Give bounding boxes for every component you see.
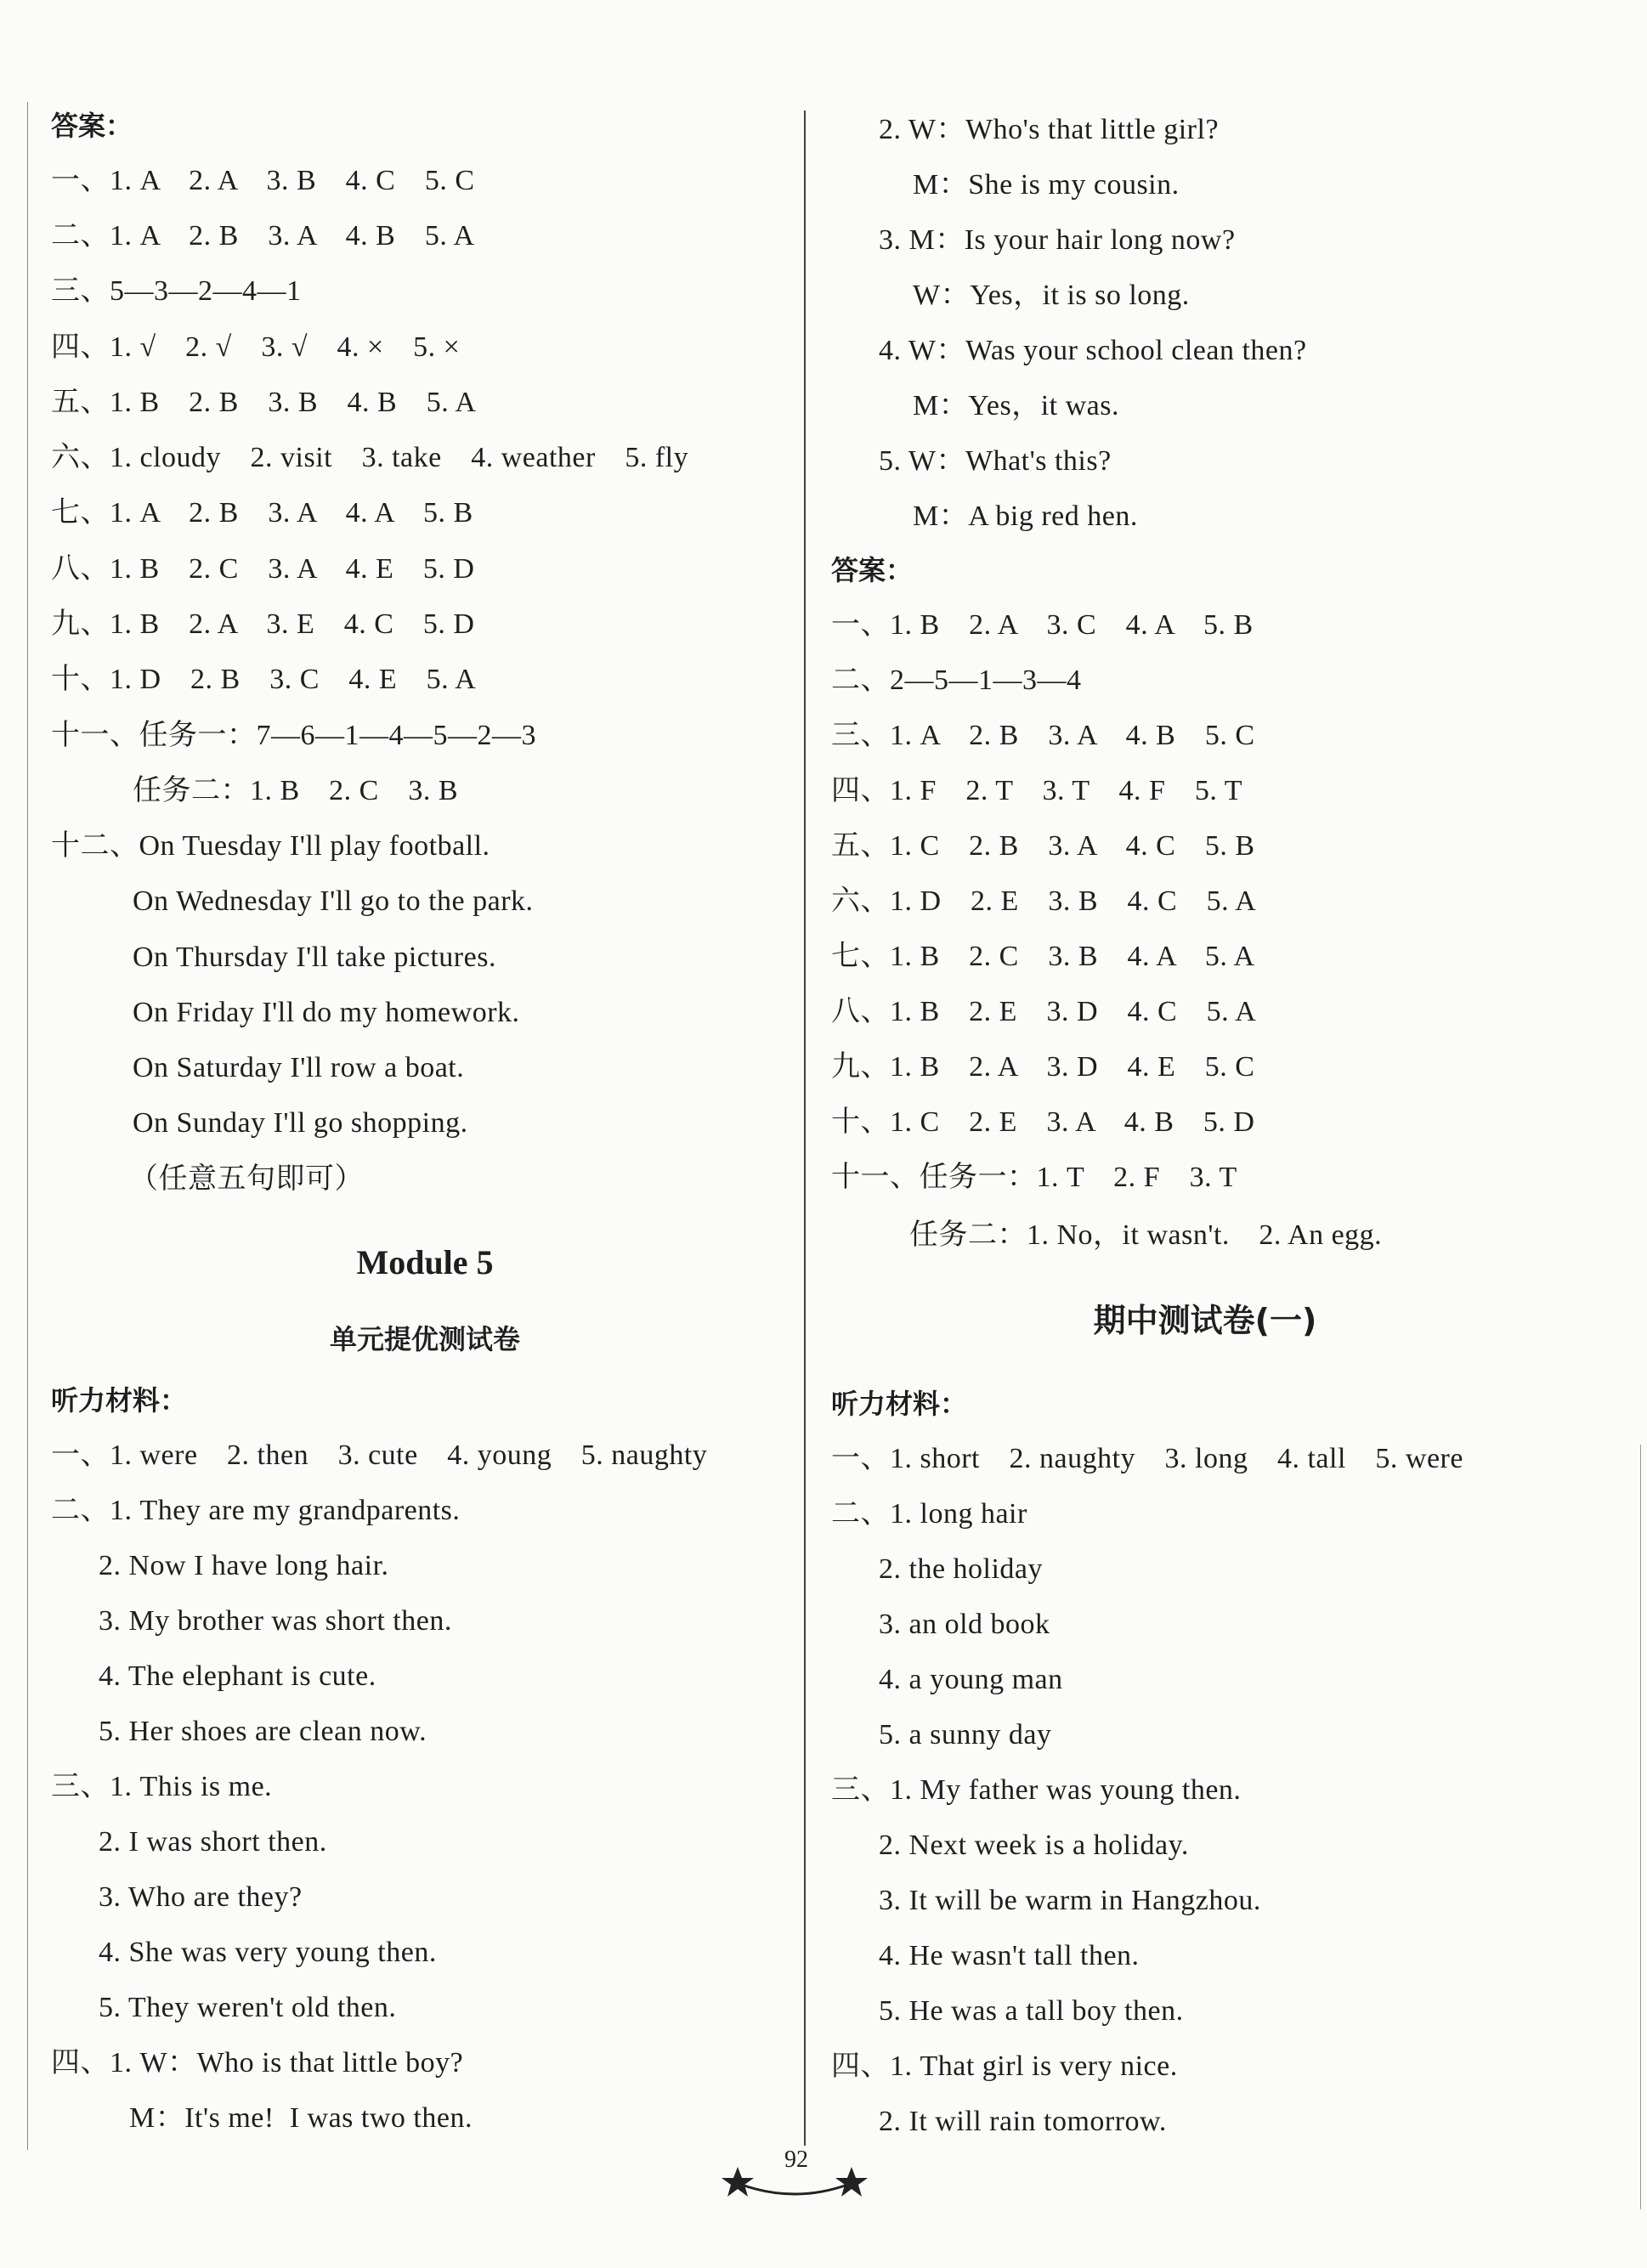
listening-line: 4. a young man <box>879 1664 1063 1695</box>
answer-line: 十、1. D 2. B 3. C 4. E 5. A <box>51 664 477 695</box>
dialog-line: 3. M：Is your hair long now? <box>879 224 1236 256</box>
answer-line: 五、1. B 2. B 3. B 4. B 5. A <box>51 387 477 418</box>
page-number: 92 <box>784 2146 808 2173</box>
answer-line: 三、5—3—2—4—1 <box>51 275 302 307</box>
answer-line: 二、2—5—1—3—4 <box>831 665 1082 696</box>
column-divider <box>804 110 806 2146</box>
answer-line: 十一、任务一：7—6—1—4—5—2—3 <box>51 720 536 751</box>
listening-line: 3. an old book <box>879 1609 1050 1640</box>
listening-line: 3. My brother was short then. <box>99 1605 452 1637</box>
listening-line: 3. Who are they? <box>99 1881 303 1913</box>
answer-line: 四、1. √ 2. √ 3. √ 4. × 5. × <box>51 331 461 363</box>
dialog-line: W：Yes，it is so long. <box>913 280 1190 311</box>
module-title: Module 5 <box>356 1243 494 1281</box>
listening-line: 4. She was very young then. <box>99 1937 437 1968</box>
answer-line: 七、1. A 2. B 3. A 4. A 5. B <box>51 497 473 529</box>
listening-line: 2. Now I have long hair. <box>99 1550 389 1581</box>
answer-line: 十、1. C 2. E 3. A 4. B 5. D <box>831 1106 1255 1138</box>
answer-line: 任务二：1. No，it wasn't. 2. An egg. <box>909 1219 1383 1251</box>
listening-line: 2. It will rain tomorrow. <box>879 2106 1167 2137</box>
listening-line: M：It's me! I was two then. <box>129 2102 473 2134</box>
answer-line: On Thursday I'll take pictures. <box>133 942 496 973</box>
footer-swoosh <box>739 2184 850 2194</box>
answer-line: 七、1. B 2. C 3. B 4. A 5. A <box>831 941 1255 972</box>
answer-line: （任意五句即可） <box>129 1163 364 1195</box>
right-margin-rule <box>1640 1445 1641 2209</box>
answer-line: On Wednesday I'll go to the park. <box>133 885 534 917</box>
listening-heading: 听力材料： <box>831 1388 968 1420</box>
dialog-line: 5. W：What's this? <box>879 445 1112 477</box>
answer-line: On Saturday I'll row a boat. <box>133 1052 465 1083</box>
star-icon <box>722 2167 754 2197</box>
listening-line: 三、1. My father was young then. <box>831 1774 1242 1806</box>
answer-line: On Friday I'll do my homework. <box>133 997 520 1028</box>
answer-line: 九、1. B 2. A 3. E 4. C 5. D <box>51 608 475 640</box>
star-icon <box>835 2167 868 2197</box>
listening-heading: 听力材料： <box>51 1384 188 1417</box>
answer-line: 六、1. D 2. E 3. B 4. C 5. A <box>831 885 1257 917</box>
answer-line: 四、1. F 2. T 3. T 4. F 5. T <box>831 775 1243 806</box>
answer-line: 三、1. A 2. B 3. A 4. B 5. C <box>831 720 1255 751</box>
listening-line: 一、1. short 2. naughty 3. long 4. tall 5. were <box>831 1443 1463 1474</box>
answer-line: On Sunday I'll go shopping. <box>133 1107 468 1139</box>
listening-line: 三、1. This is me. <box>51 1771 273 1802</box>
answer-line: 八、1. B 2. E 3. D 4. C 5. A <box>831 996 1257 1027</box>
listening-line: 2. the holiday <box>879 1553 1044 1585</box>
listening-line: 2. Next week is a holiday. <box>879 1830 1189 1861</box>
listening-line: 四、1. That girl is very nice. <box>831 2050 1178 2082</box>
dialog-line: 2. W：Who's that little girl? <box>879 114 1220 145</box>
listening-line: 一、1. were 2. then 3. cute 4. young 5. naughty <box>51 1439 708 1471</box>
answer-line: 一、1. B 2. A 3. C 4. A 5. B <box>831 609 1254 641</box>
listening-line: 4. He wasn't tall then. <box>879 1940 1140 1971</box>
answer-line: 五、1. C 2. B 3. A 4. C 5. B <box>831 830 1255 862</box>
listening-line: 2. I was short then. <box>99 1826 327 1858</box>
dialog-line: M：Yes，it was. <box>913 390 1119 421</box>
listening-line: 二、1. They are my grandparents. <box>51 1495 461 1526</box>
answer-line: 九、1. B 2. A 3. D 4. E 5. C <box>831 1051 1255 1083</box>
answer-line: 十一、任务一：1. T 2. F 3. T <box>831 1162 1237 1193</box>
listening-line: 四、1. W：Who is that little boy? <box>51 2047 464 2079</box>
answer-line: 六、1. cloudy 2. visit 3. take 4. weather 5. fly <box>51 442 689 473</box>
listening-line: 5. a sunny day <box>879 1719 1052 1750</box>
answer-line: 八、1. B 2. C 3. A 4. E 5. D <box>51 553 475 585</box>
left-margin-rule <box>27 102 28 2150</box>
listening-line: 5. Her shoes are clean now. <box>99 1716 427 1747</box>
listening-line: 4. The elephant is cute. <box>99 1660 376 1692</box>
dialog-line: M：She is my cousin. <box>913 169 1180 201</box>
listening-line: 5. He was a tall boy then. <box>879 1995 1184 2027</box>
answer-line: 任务二：1. B 2. C 3. B <box>133 775 459 806</box>
listening-line: 二、1. long hair <box>831 1498 1027 1530</box>
answer-line: 十二、On Tuesday I'll play football. <box>51 830 490 862</box>
listening-line: 5. They weren't old then. <box>99 1992 397 2023</box>
dialog-line: 4. W：Was your school clean then? <box>879 335 1307 366</box>
dialog-line: M：A big red hen. <box>913 501 1138 532</box>
answer-line: 一、1. A 2. A 3. B 4. C 5. C <box>51 165 475 196</box>
answer-line: 二、1. A 2. B 3. A 4. B 5. A <box>51 220 475 252</box>
answers-heading: 答案： <box>51 110 133 142</box>
section-title: 单元提优测试卷 <box>329 1323 520 1355</box>
listening-line: 3. It will be warm in Hangzhou. <box>879 1885 1261 1916</box>
section-title: 期中测试卷(一) <box>1093 1302 1317 1339</box>
answers-heading: 答案： <box>831 554 914 586</box>
